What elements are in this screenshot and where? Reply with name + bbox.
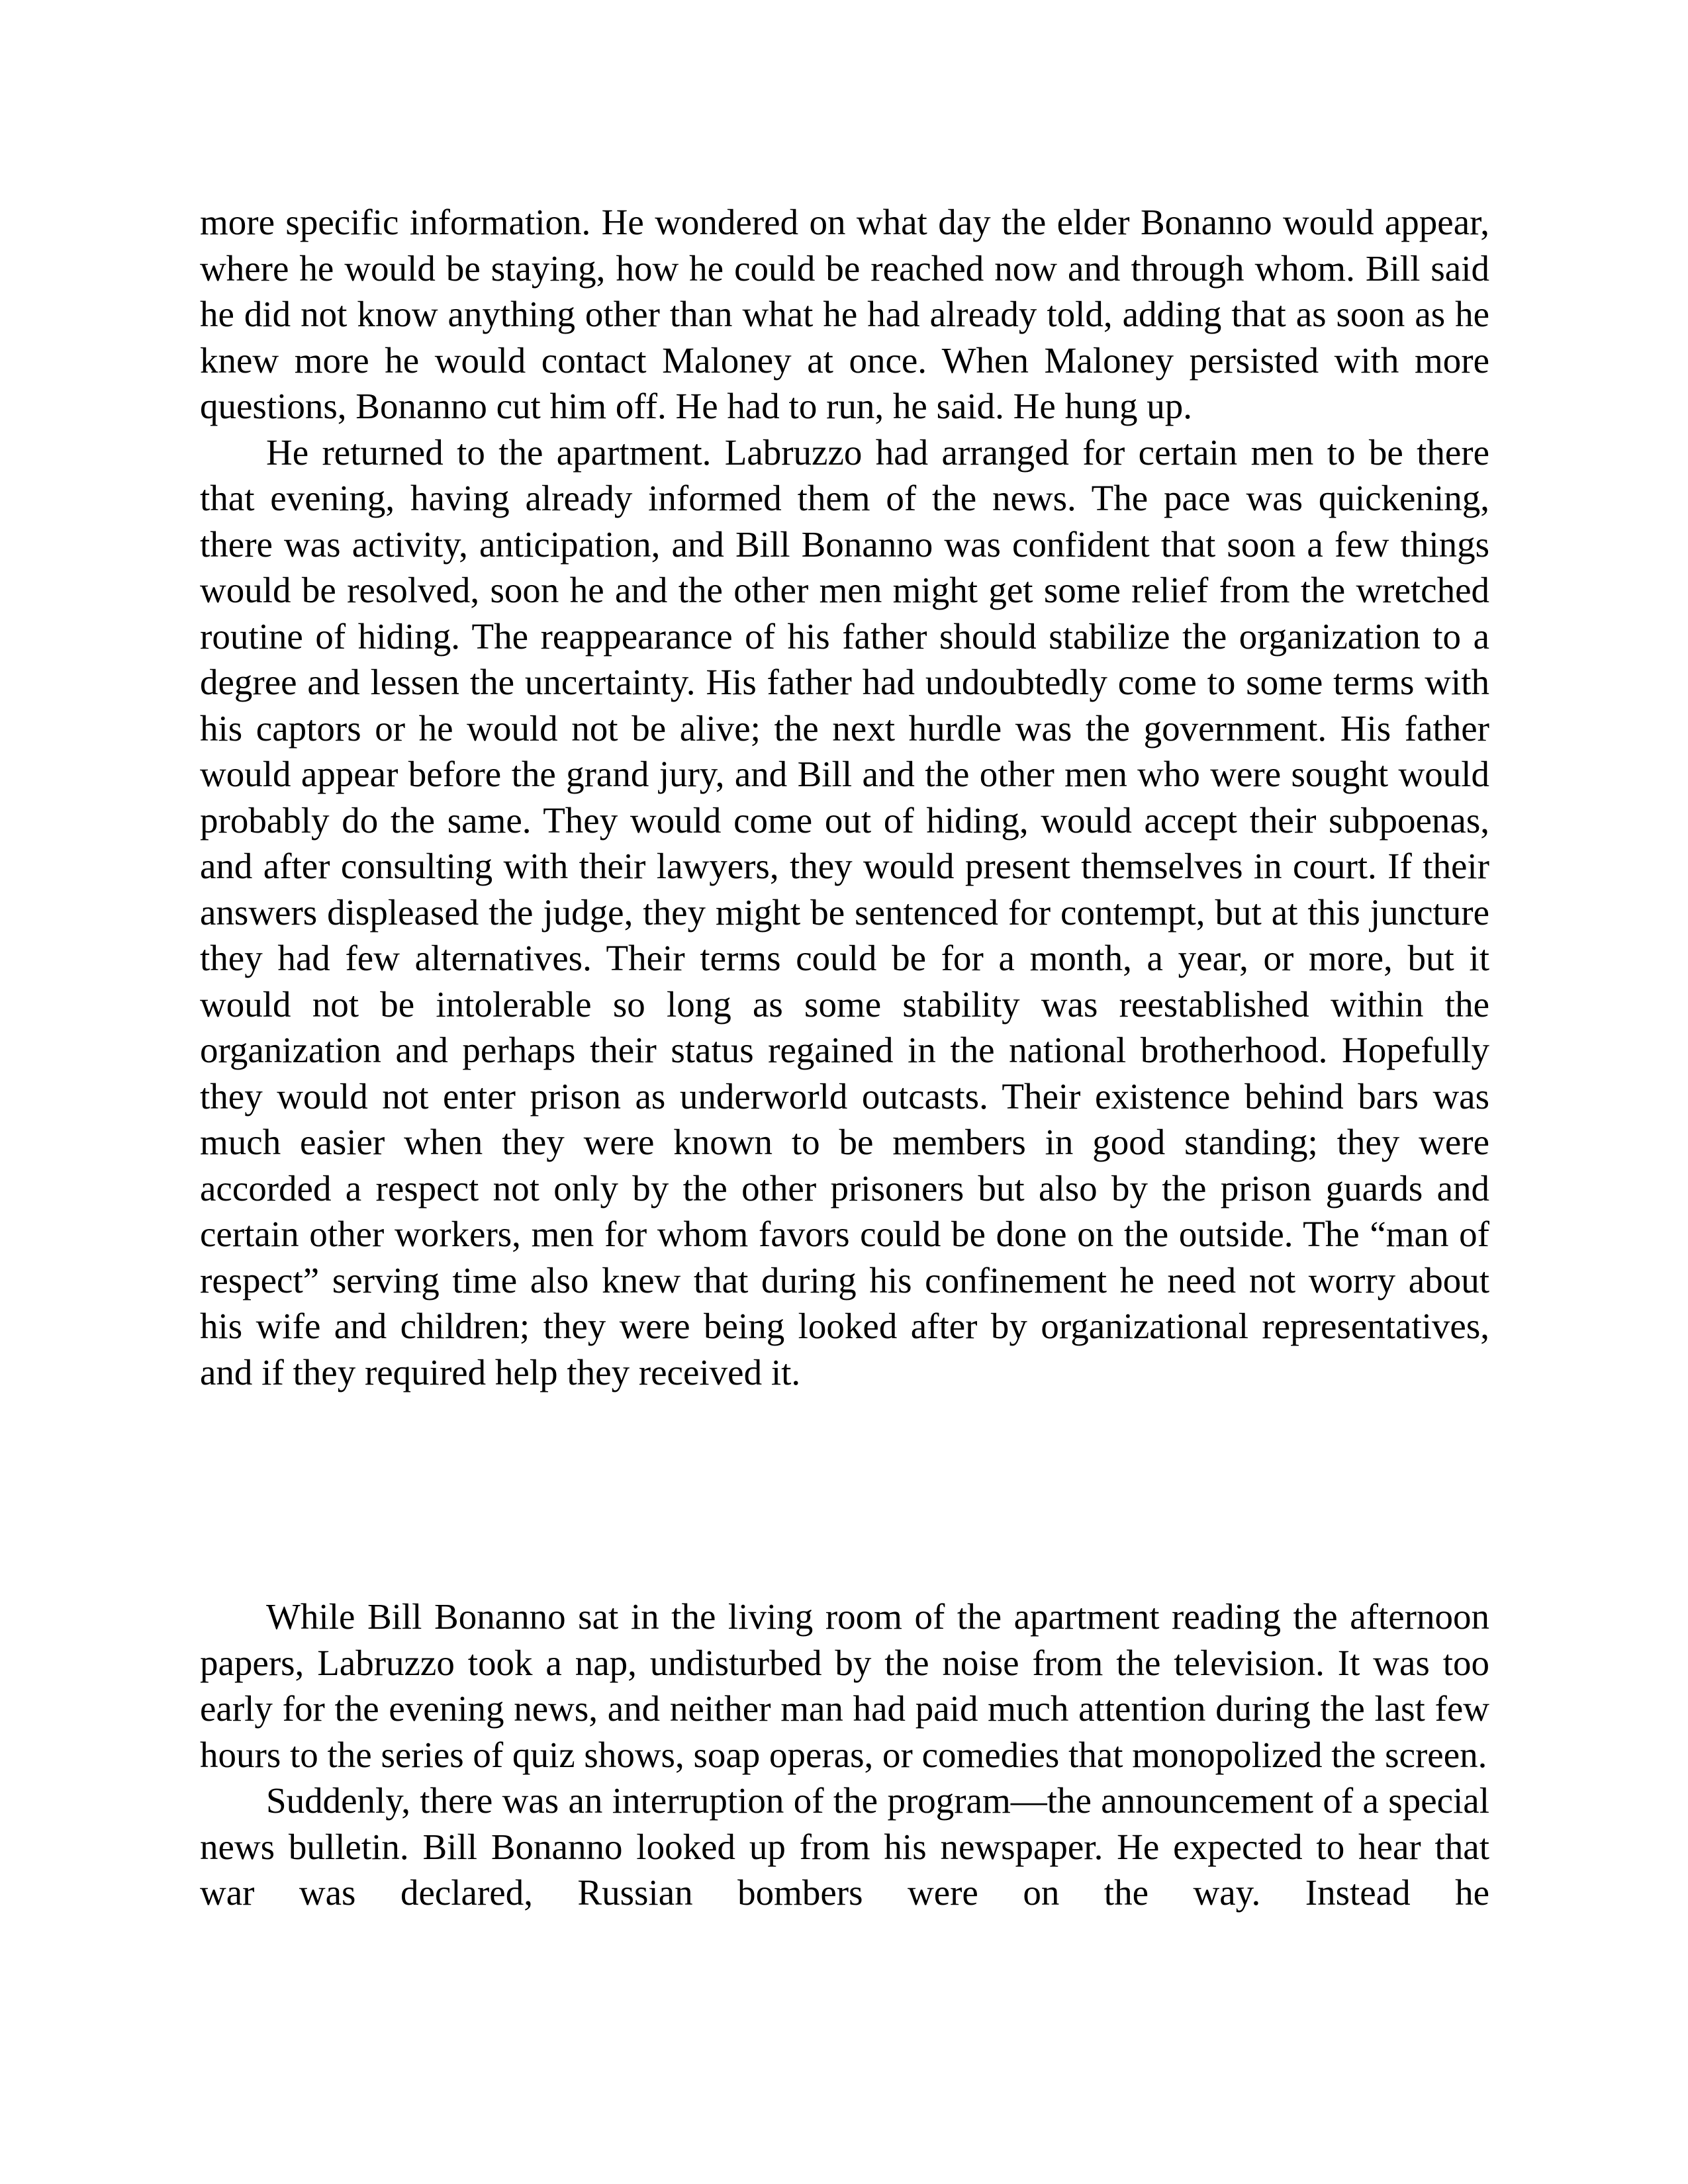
- section-two: [200, 1594, 1489, 1916]
- paragraph-living-room: While Bill Bonanno sat in the living room of the apartment reading the afternoon papers, Labruzzo took a nap, undisturbed by the noise from the television. It was too early for the evening news, and neither man had paid much attention during the last few hours to the series of quiz shows, soap operas, or comedies that monopolized the screen.: [200, 1596, 1489, 1775]
- section-one: [200, 199, 1489, 1395]
- paragraph-returned-to-apartment: He returned to the apartment. Labruzzo had arranged for certain men to be there that evening, having already informed them of the news. The pace was quickening, there was activity, anticipation, and Bill Bonanno was confident that soon a few things would be resolved, soon he and the other men might get some relief from the wretched routine of hiding. The reappearance of his father should stabilize the organization to a degree and lessen the uncertainty. His father had undoubtedly come to some terms with his captors or he would not be alive; the next hurdle was the government. His father would appear before the grand jury, and Bill and the other men who were sought would probably do the same. They would come out of hiding, would accept their subpoenas, and after consulting with their lawyers, they would present themselves in court. If their answers displeased the judge, they might be sentenced for contempt, but at this juncture they had few alternatives. Their terms could be for a month, a year, or more, but it would not be intolerable so long as some stability was reestablished within the organization and perhaps their status regained in the national brotherhood. Hopefully they would not enter prison as underworld outcasts. Their existence behind bars was much easier when they were known to be members in good standing; they were accorded a respect not only by the other prisoners but also by the prison guards and certain other workers, men for whom favors could be done on the outside. The “man of respect” serving time also knew that during his confinement he need not worry about his wife and children; they were being looked after by organizational representatives, and if they required help they received it.: [200, 432, 1489, 1392]
- paragraph-news-bulletin: Suddenly, there was an interruption of the program—the announcement of a special news bulletin. Bill Bonanno looked up from his newspaper. He expected to hear that war was declared, Russian bombers were on the way. Instead he: [200, 1780, 1489, 1913]
- paragraph-continuation: more specific information. He wondered on what day the elder Bonanno would appear, where he would be staying, how he could be reached now and through whom. Bill said he did not know anything other than what he had already told, adding that as soon as he knew more he would contact Maloney at once. When Maloney persisted with more questions, Bonanno cut him off. He had to run, he said. He hung up.: [200, 202, 1489, 426]
